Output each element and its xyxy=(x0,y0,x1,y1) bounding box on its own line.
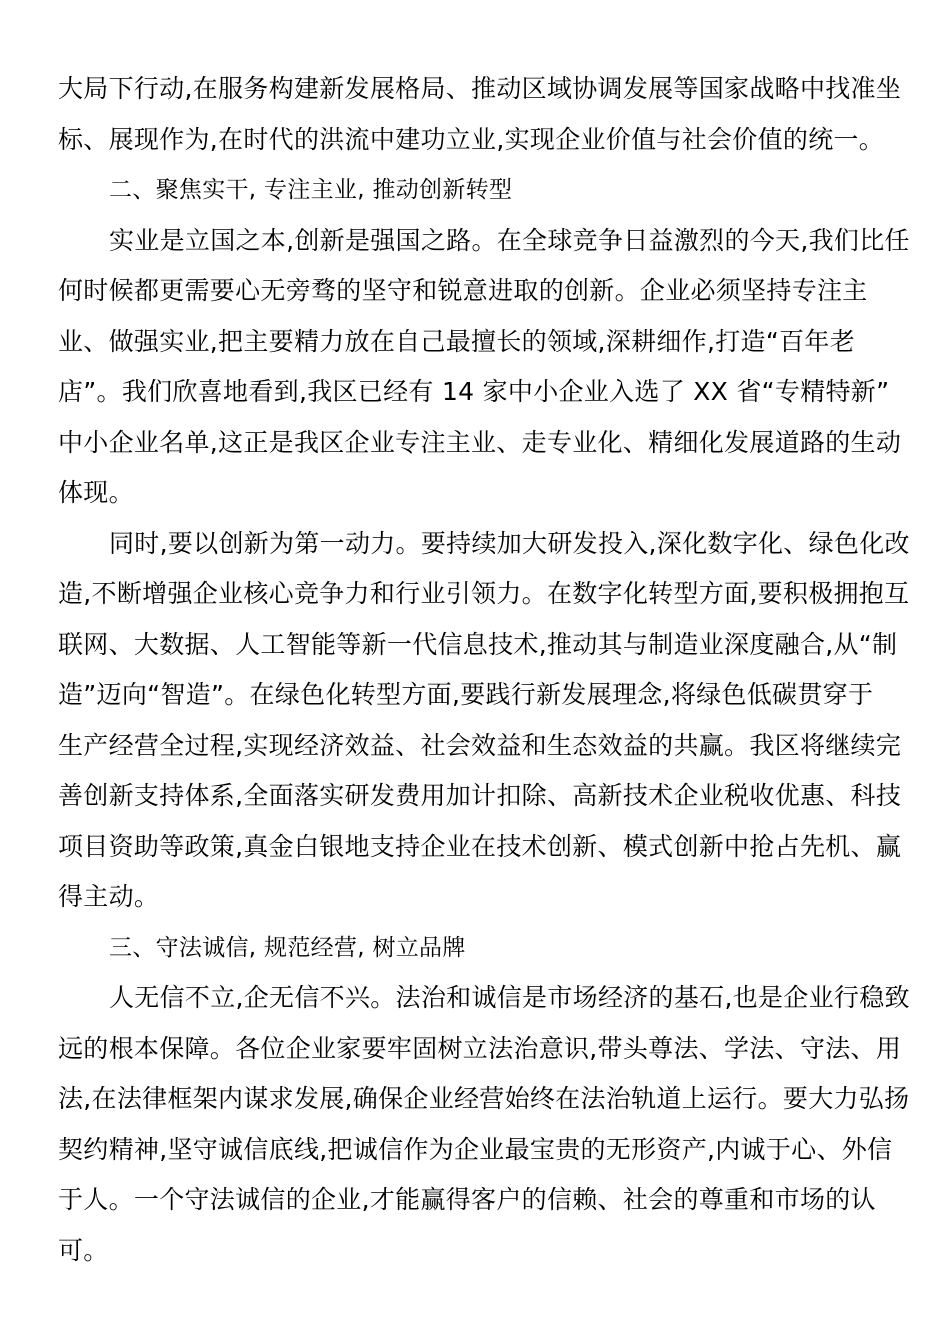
section-2 xyxy=(58,165,910,923)
text-line: 生产经营全过程,实现经济效益、社会效益和生态效益的共赢。我区将继续完 xyxy=(58,730,902,760)
text-line: 大局下行动,在服务构建新发展格局、推动区域协调发展等国家战略中找准坐 xyxy=(58,74,902,103)
text-line: 远的根本保障。各位企业家要牢固树立法治意识,带头尊法、学法、守法、用 xyxy=(58,1033,902,1063)
text-line: 业、做强实业,把主要精力放在自己最擅长的领域,深耕细作,打造“百年老 xyxy=(58,326,855,356)
section-3-heading: 三、守法诚信, 规范经营, 树立品牌 xyxy=(109,934,466,961)
section-2-heading: 二、聚焦实干, 专注主业, 推动创新转型 xyxy=(109,177,513,203)
text-line: 法,在法律框架内谋求发展,确保企业经营始终在法治轨道上运行。要大力弘扬 xyxy=(58,1084,910,1113)
intro-paragraph xyxy=(58,64,902,165)
text-line: 契约精神,坚守诚信底线,把诚信作为企业最宝贵的无形资产,内诚于心、外信 xyxy=(58,1134,893,1164)
section-2-paragraph-2 xyxy=(58,519,910,923)
document-body xyxy=(58,64,910,1276)
text-line: 得主动。 xyxy=(58,882,160,911)
text-line: 体现。 xyxy=(58,478,134,507)
text-line: 造”迈向“智造”。在绿色化转型方面,要践行新发展理念,将绿色低碳贯穿于 xyxy=(58,680,874,709)
text-line: 项目资助等政策,真金白银地支持企业在技术创新、模式创新中抢占先机、赢 xyxy=(58,831,902,861)
text-line: 店”。我们欣喜地看到,我区已经有 14 家中小企业入选了 XX 省“专精特新” xyxy=(58,377,890,406)
text-line: 可。 xyxy=(58,1235,109,1265)
text-line: 联网、大数据、人工智能等新一代信息技术,推动其与制造业深度融合,从“制 xyxy=(58,629,898,659)
section-2-paragraph-1 xyxy=(58,216,910,519)
text-line: 何时候都更需要心无旁骛的坚守和锐意进取的创新。企业必须坚持专注主 xyxy=(58,276,868,305)
text-line: 标、展现作为,在时代的洪流中建功立业,实现企业价值与社会价值的统一。 xyxy=(58,124,885,154)
text-line: 实业是立国之本,创新是强国之路。在全球竞争日益激烈的今天,我们比任 xyxy=(109,225,910,255)
text-line: 造,不断增强企业核心竞争力和行业引领力。在数字化转型方面,要积极拥抱互 xyxy=(58,579,910,608)
text-line: 善创新支持体系,全面落实研发费用加计扣除、高新技术企业税收优惠、科技 xyxy=(58,781,902,810)
text-line: 于人。一个守法诚信的企业,才能赢得客户的信赖、社会的尊重和市场的认 xyxy=(58,1185,876,1214)
text-line: 人无信不立,企无信不兴。法治和诚信是市场经济的基石,也是企业行稳致 xyxy=(109,983,910,1012)
section-3-paragraph-1 xyxy=(58,973,910,1276)
text-line: 同时,要以创新为第一动力。要持续加大研发投入,深化数字化、绿色化改 xyxy=(109,528,910,558)
text-line: 中小企业名单,这正是我区企业专注主业、走专业化、精细化发展道路的生动 xyxy=(58,427,902,457)
section-3 xyxy=(58,923,910,1277)
